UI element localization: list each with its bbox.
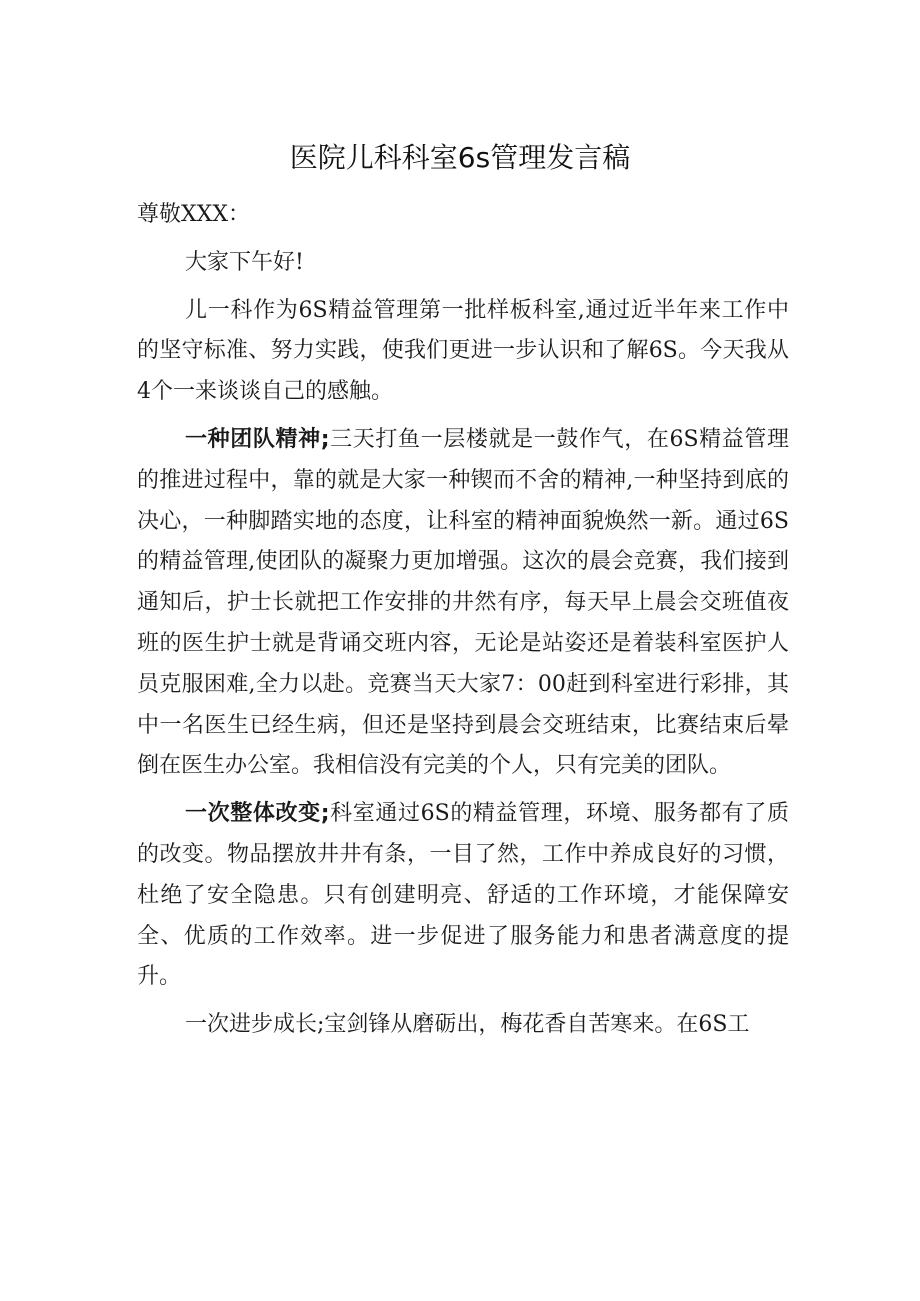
document-body bbox=[137, 195, 789, 1053]
paragraph-lead: 一种团队精神; bbox=[185, 426, 330, 452]
paragraph-growth bbox=[137, 1005, 789, 1046]
document-title: 医院儿科科室6s管理发言稿 bbox=[289, 141, 631, 174]
paragraph-intro bbox=[137, 291, 789, 413]
paragraph-overall-change bbox=[137, 794, 789, 998]
paragraph-lead: 一次进步成长; bbox=[185, 1012, 325, 1038]
paragraph-team-spirit bbox=[137, 420, 789, 787]
greeting: 大家下午好! bbox=[185, 249, 304, 275]
paragraph-text: 三天打鱼一层楼就是一鼓作气，在6S精益管理的推进过程中，靠的就是大家一种锲而不舍的精神,一种坚持到底的决心，一种脚踏实地的态度，让科室的精神面貌焕然一新。通过6S的精益管理,使团队的凝聚力更加增强。这次的晨会竞赛，我们接到通知后，护士长就把工作安排的井然有序，每天早上晨会交班值夜班的医生护士就是背诵交班内容，无论是站姿还是着装科室医护人员克服困难,全力以赴。竞赛当天大家7：00赶到科室进行彩排，其中一名医生已经生病，但还是坚持到晨会交班结束，比赛结束后晕倒在医生办公室。我相信没有完美的个人，只有完美的团队。 bbox=[137, 426, 789, 779]
paragraph-lead: 一次整体改变; bbox=[185, 801, 330, 827]
paragraph-text: 宝剑锋从磨砺出，梅花香自苦寒来。在6S工 bbox=[324, 1012, 750, 1038]
salutation: 尊敬XXX： bbox=[137, 202, 250, 227]
paragraph-text: 儿一科作为6S精益管理第一批样板科室,通过近半年来工作中的坚守标准、努力实践，使我们更进一步认识和了解6S。今天我从4个一来谈谈自己的感触。 bbox=[137, 297, 789, 405]
paragraph-text: 科室通过6S的精益管理，环境、服务都有了质的改变。物品摆放井井有条，一目了然，工作中养成良好的习惯，杜绝了安全隐患。只有创建明亮、舒适的工作环境，才能保障安全、优质的工作效率。进一步促进了服务能力和患者满意度的提升。 bbox=[137, 801, 789, 990]
